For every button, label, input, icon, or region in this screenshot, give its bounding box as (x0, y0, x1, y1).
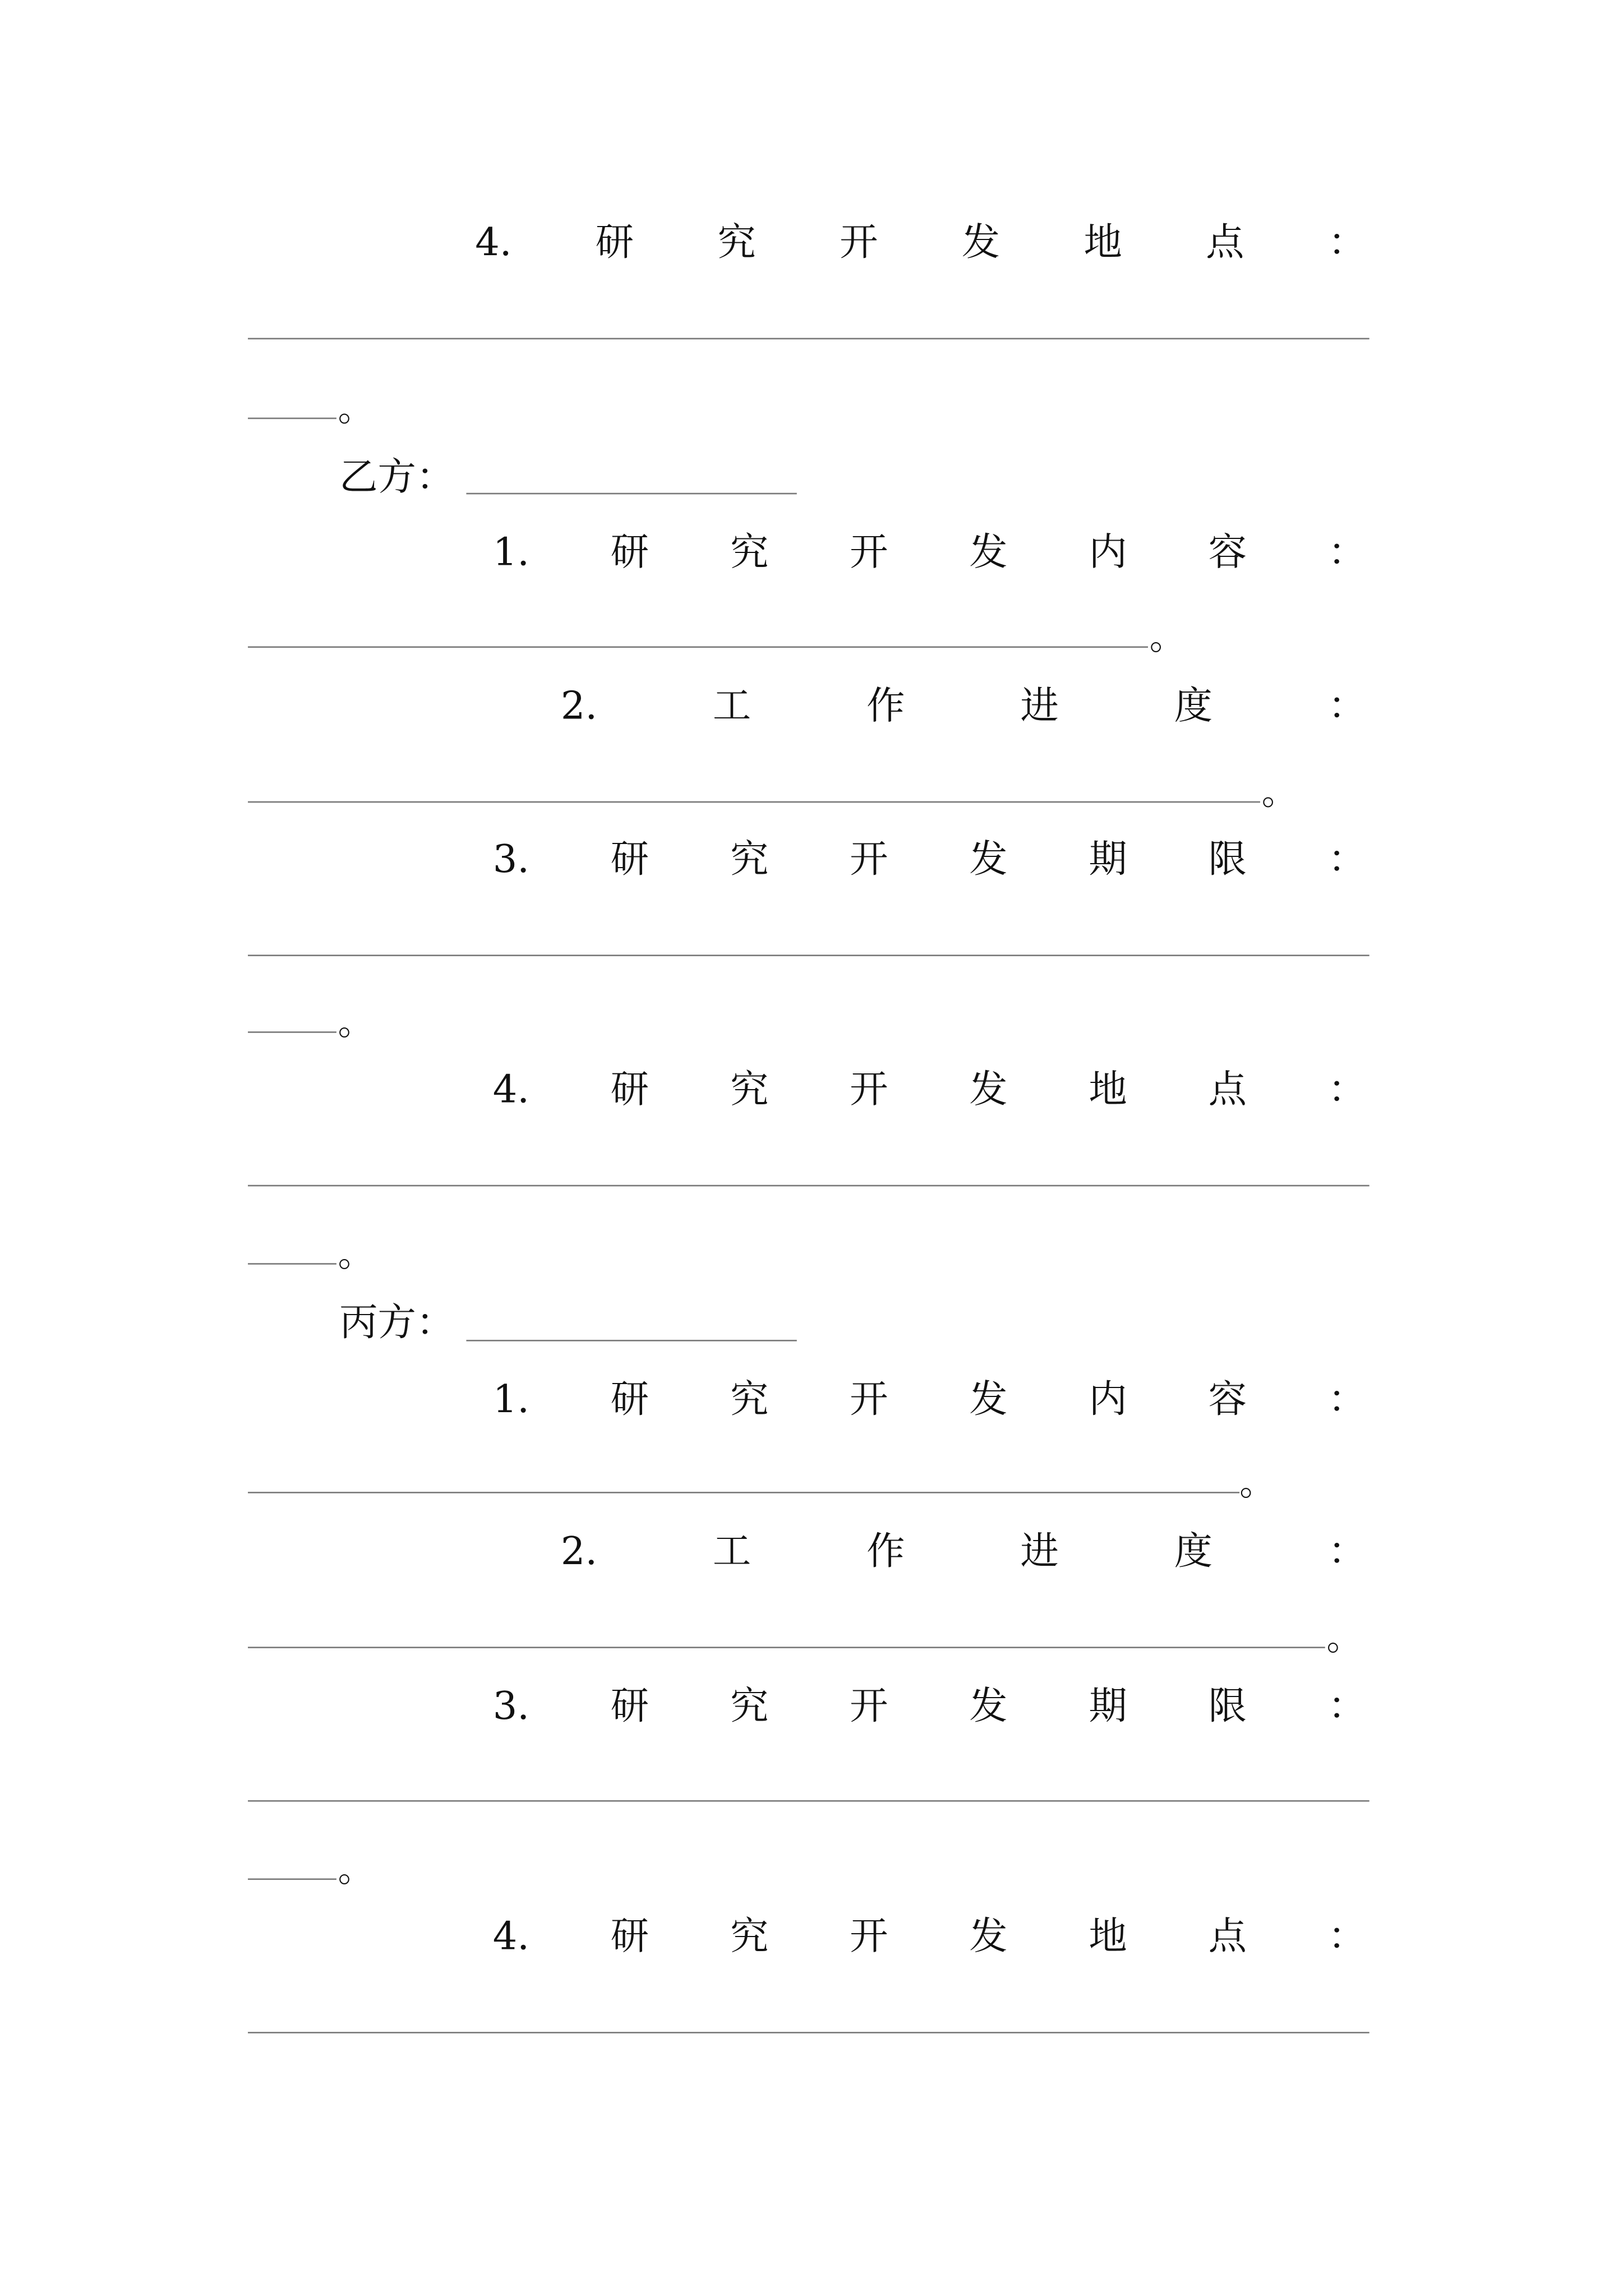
line-char: 开 (850, 1685, 888, 1730)
line-char: 地 (1089, 1068, 1127, 1113)
period-mark: 。 (338, 388, 374, 430)
line-char: 3. (492, 838, 530, 883)
line-char: 发 (969, 1915, 1008, 1960)
line-char: 进 (1020, 1530, 1059, 1575)
fill-in-blank[interactable] (248, 2032, 1370, 2034)
line-char: 工 (712, 1530, 751, 1575)
fill-in-blank[interactable] (248, 338, 1370, 340)
period-mark: 。 (338, 1233, 374, 1275)
line-char: 发 (969, 531, 1008, 576)
line-char: 究 (730, 838, 769, 883)
line-char: ： (1327, 1530, 1367, 1575)
line-char: 作 (866, 684, 905, 729)
line-char: 研 (610, 1915, 649, 1960)
line-char: 2. (560, 1530, 598, 1575)
party-c-name-blank[interactable] (466, 1340, 796, 1341)
line-char: 发 (969, 1378, 1008, 1423)
line-char: 点 (1206, 221, 1244, 266)
line-char: 发 (969, 1068, 1008, 1113)
line-char: 发 (969, 838, 1008, 883)
item-content-line (493, 1375, 1367, 1425)
line-char: 地 (1089, 1915, 1127, 1960)
line-char: 限 (1208, 1685, 1247, 1730)
line-char: 地 (1083, 221, 1122, 266)
line-char: 究 (717, 221, 756, 266)
line-char: 开 (850, 1915, 888, 1960)
line-char: 究 (730, 1378, 769, 1423)
line-char: 开 (850, 1378, 888, 1423)
line-char: 容 (1208, 531, 1247, 576)
line-char: 期 (1089, 1685, 1127, 1730)
line-char: 期 (1089, 838, 1127, 883)
line-char: 度 (1174, 1530, 1213, 1575)
line-char: 开 (850, 838, 888, 883)
item-location-line (493, 1912, 1367, 1962)
fill-in-blank[interactable] (248, 418, 336, 419)
fill-in-blank[interactable] (248, 1647, 1325, 1648)
line-char: ： (1327, 531, 1367, 576)
item-period-line (493, 835, 1367, 885)
fill-in-blank[interactable] (248, 955, 1370, 956)
fill-in-blank[interactable] (248, 1800, 1370, 1802)
party-c-label: 丙方： (339, 1301, 455, 1346)
line-char: 点 (1208, 1068, 1247, 1113)
line-char: 工 (712, 684, 751, 729)
line-char: 研 (610, 838, 649, 883)
line-char: 究 (730, 531, 769, 576)
fill-in-blank[interactable] (248, 1263, 336, 1265)
item-location-line (493, 1066, 1367, 1115)
line-char: 限 (1208, 838, 1247, 883)
line-char: ： (1327, 1068, 1367, 1113)
line-char: ： (1327, 1685, 1367, 1730)
fill-in-blank[interactable] (248, 1878, 336, 1880)
line-char: 容 (1208, 1378, 1247, 1423)
line-char: ： (1327, 1915, 1367, 1960)
line-char: ： (1327, 1378, 1367, 1423)
line-char: 进 (1020, 684, 1059, 729)
period-mark: 。 (1239, 1462, 1275, 1504)
line-char: 内 (1089, 1378, 1127, 1423)
fill-in-blank[interactable] (248, 1185, 1370, 1187)
period-mark: 。 (1261, 772, 1297, 813)
period-mark: 。 (338, 1848, 374, 1891)
item-location-line (475, 218, 1366, 268)
line-char: 开 (850, 1068, 888, 1113)
fill-in-blank[interactable] (248, 1031, 336, 1033)
period-mark: 。 (1149, 616, 1185, 658)
line-char: 究 (730, 1068, 769, 1113)
line-char: ： (1327, 684, 1367, 729)
fill-in-blank[interactable] (248, 646, 1148, 648)
line-char: 发 (961, 221, 1000, 266)
item-content-line (493, 528, 1367, 578)
line-char: 研 (610, 1068, 649, 1113)
line-char: 3. (492, 1685, 530, 1730)
line-char: 度 (1174, 684, 1213, 729)
line-char: ： (1327, 838, 1367, 883)
line-char: 点 (1208, 1915, 1247, 1960)
line-char: 开 (840, 221, 878, 266)
line-char: 开 (850, 531, 888, 576)
line-char: 4. (492, 1068, 530, 1113)
line-char: 研 (595, 221, 634, 266)
party-b-label: 乙方： (339, 456, 455, 500)
party-b-name-blank[interactable] (466, 493, 796, 495)
period-mark: 。 (338, 1002, 374, 1044)
item-period-line (493, 1682, 1367, 1732)
line-char: 究 (730, 1685, 769, 1730)
line-char: 4. (492, 1915, 530, 1960)
line-char: ： (1327, 221, 1367, 266)
line-char: 研 (610, 531, 649, 576)
line-char: 作 (866, 1530, 905, 1575)
line-char: 内 (1089, 531, 1127, 576)
item-progress-line (561, 1527, 1367, 1577)
fill-in-blank[interactable] (248, 1492, 1239, 1493)
line-char: 1. (492, 1378, 530, 1423)
line-char: 究 (730, 1915, 769, 1960)
line-char: 研 (610, 1378, 649, 1423)
period-mark: 。 (1326, 1617, 1362, 1659)
fill-in-blank[interactable] (248, 801, 1260, 803)
line-char: 4. (475, 221, 512, 266)
line-char: 1. (492, 531, 530, 576)
line-char: 发 (969, 1685, 1008, 1730)
line-char: 研 (610, 1685, 649, 1730)
line-char: 2. (560, 684, 598, 729)
item-progress-line (561, 682, 1367, 732)
